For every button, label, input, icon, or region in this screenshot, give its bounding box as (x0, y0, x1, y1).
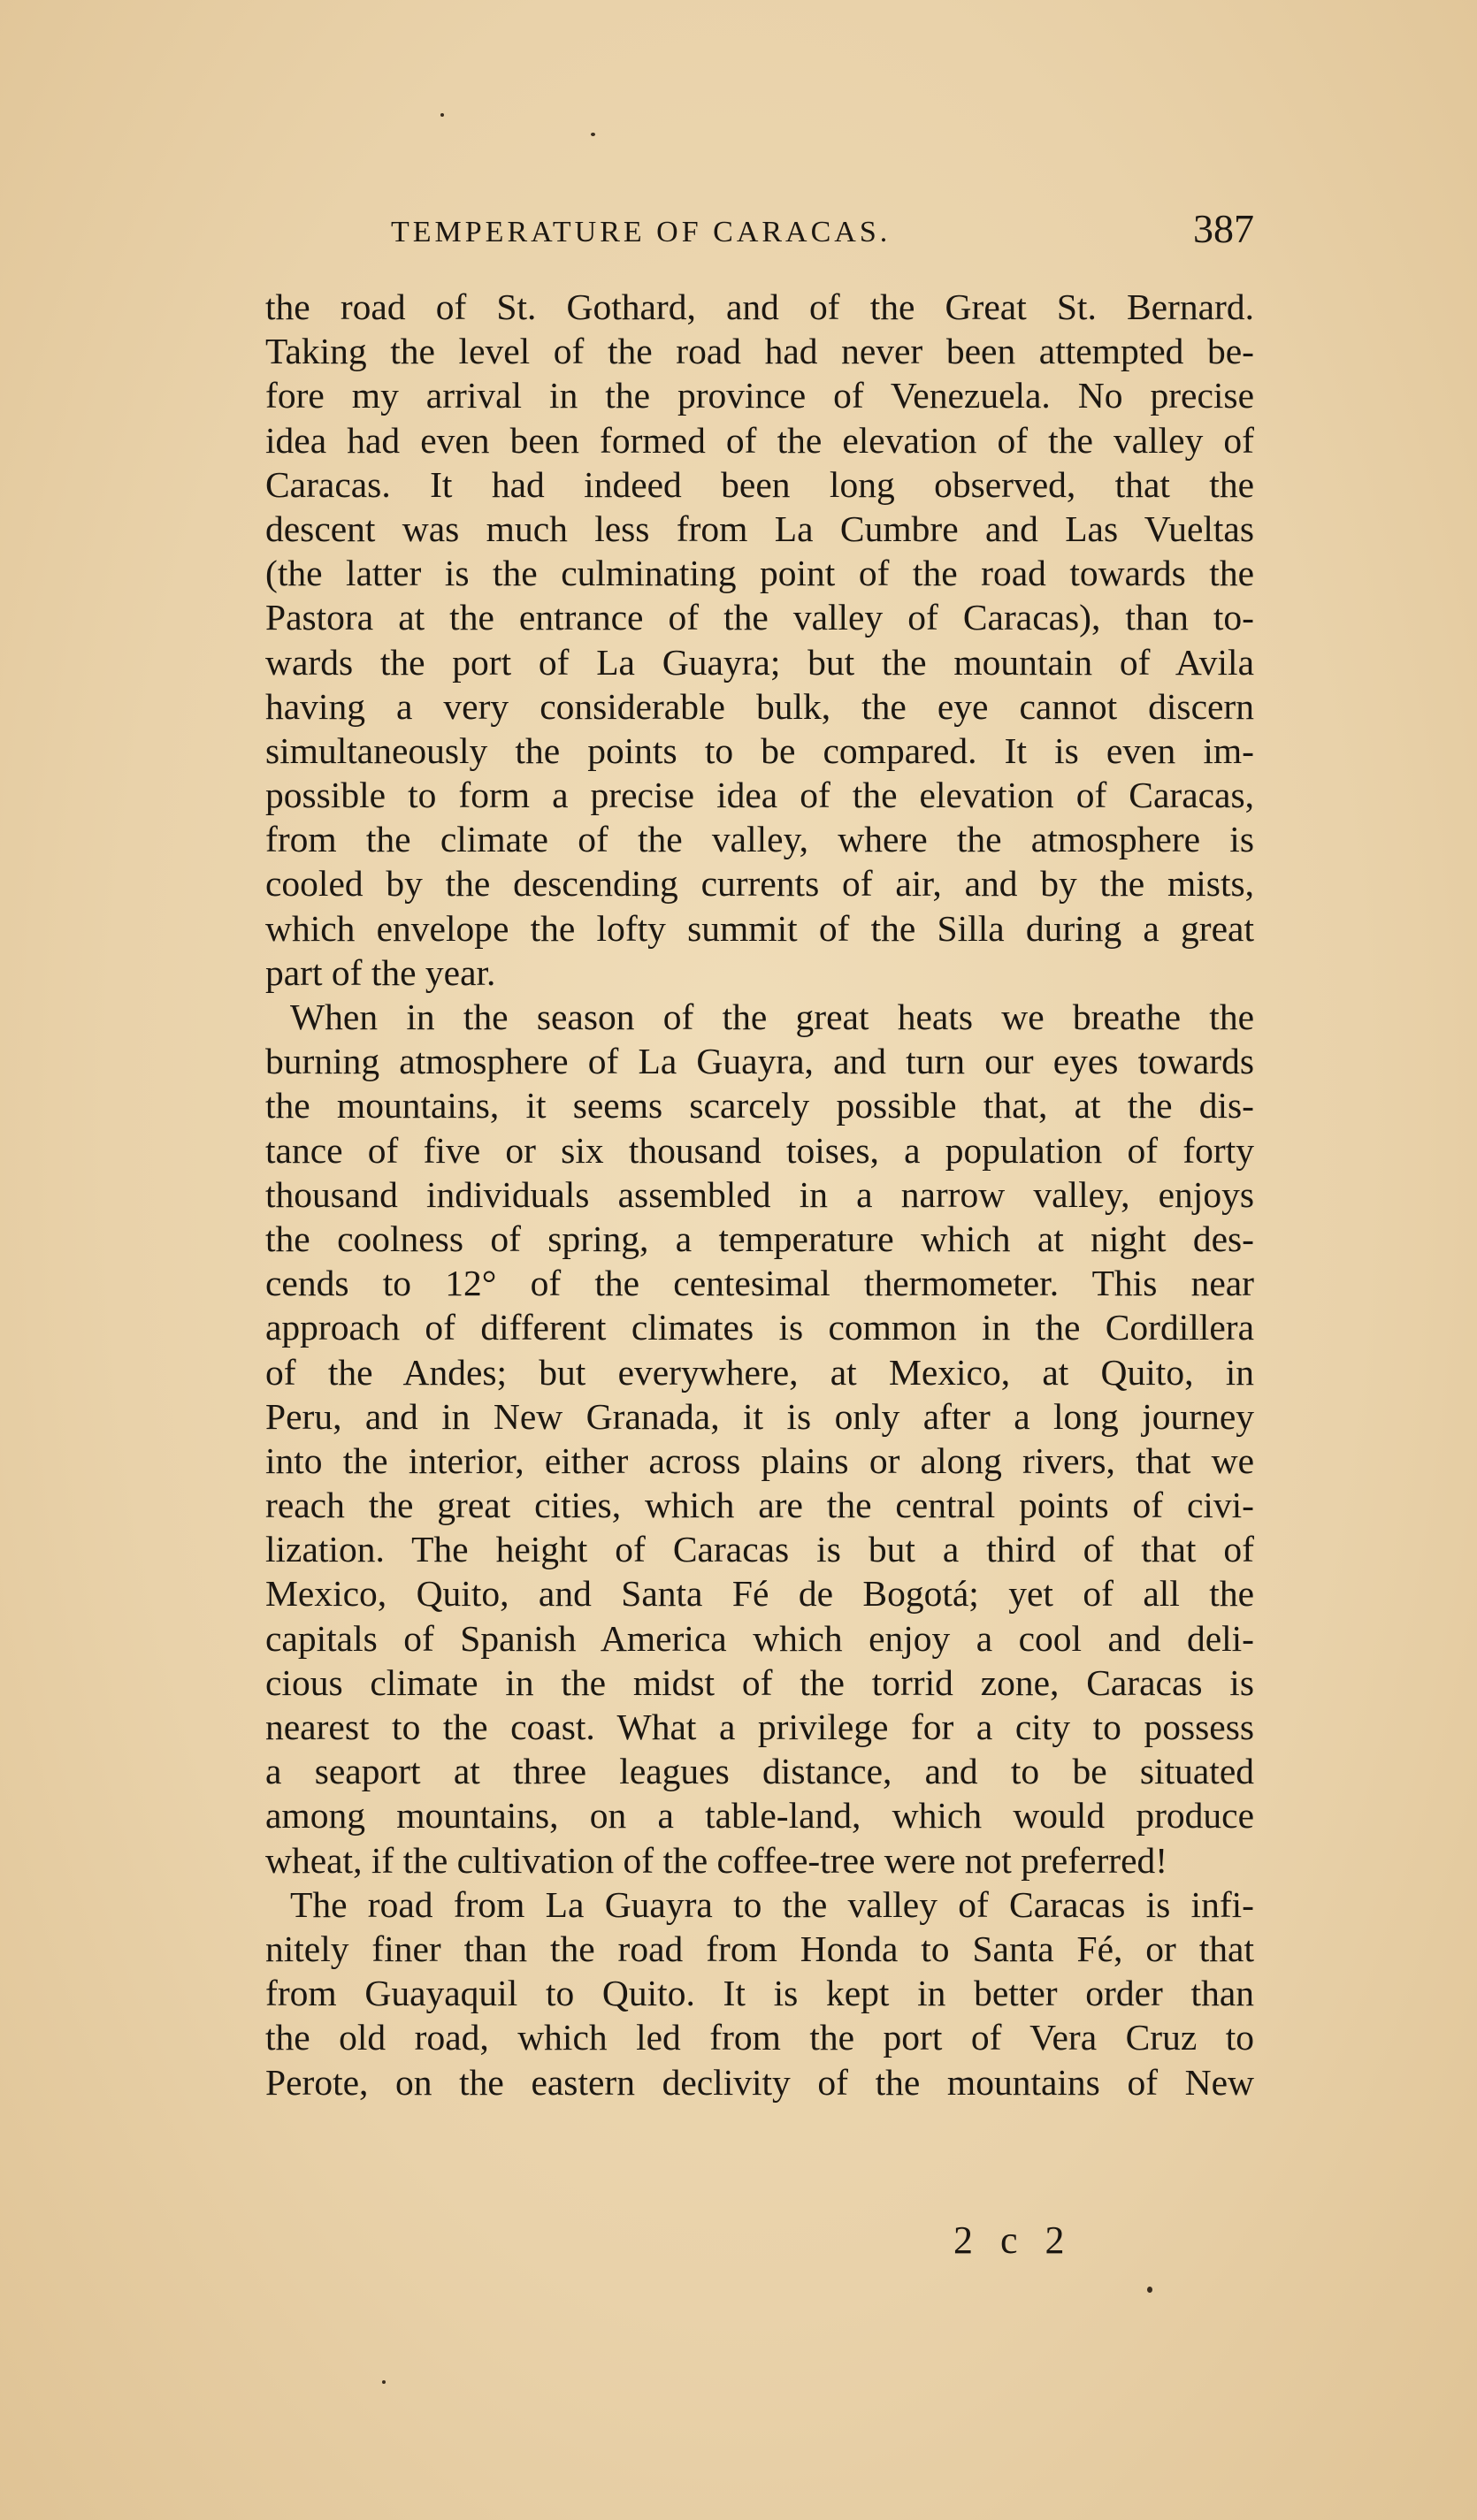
text-line: fore my arrival in the province of Venezuela. No precise (265, 375, 1254, 416)
ink-speck (591, 133, 595, 136)
text-line: lization. The height of Caracas is but a third of that of (265, 1529, 1254, 1570)
text-line: nitely finer than the road from Honda to Santa Fé, or that (265, 1928, 1254, 1969)
text-line: possible to form a precise idea of the elevation of Caracas, (265, 775, 1254, 816)
page-number: 387 (1193, 206, 1254, 251)
text-line: The road from La Guayra to the valley of Caracas is infi- (290, 1883, 1254, 1925)
text-line: thousand individuals assembled in a narrow valley, enjoys (265, 1173, 1254, 1215)
text-line: Pastora at the entrance of the valley of Caracas), than to- (265, 597, 1254, 638)
text-line: reach the great cities, which are the central points of civi- (265, 1485, 1254, 1526)
text-line: from Guayaquil to Quito. It is kept in better order than (265, 1973, 1254, 2014)
text-line: tance of five or six thousand toises, a population of forty (265, 1129, 1254, 1171)
page-header (265, 205, 1254, 267)
text-line: from the climate of the valley, where the atmosphere is (265, 819, 1254, 860)
text-line: which envelope the lofty summit of the Silla during a great (265, 907, 1254, 949)
ink-speck (382, 2380, 386, 2384)
text-line: the mountains, it seems scarcely possible that, at the dis- (265, 1085, 1254, 1126)
running-head: TEMPERATURE OF CARACAS. (391, 216, 892, 248)
ink-speck (1147, 2287, 1152, 2293)
text-line: the coolness of spring, a temperature which at night des- (265, 1218, 1254, 1259)
text-line: Mexico, Quito, and Santa Fé de Bogotá; yet of all the (265, 1573, 1254, 1615)
text-line: among mountains, on a table-land, which would produce (265, 1795, 1254, 1837)
text-line: the old road, which led from the port of Vera Cruz to (265, 2017, 1254, 2058)
text-line: cooled by the descending currents of air, and by the mists, (265, 863, 1254, 905)
text-line: idea had even been formed of the elevation of the valley of (265, 419, 1254, 461)
text-line: wheat, if the cultivation of the coffee-tree were not preferred! (265, 1839, 1168, 1881)
text-line: capitals of Spanish America which enjoy a cool and deli- (265, 1617, 1254, 1659)
text-line: into the interior, either across plains or along rivers, that we (265, 1439, 1254, 1481)
text-line: Peru, and in New Granada, it is only after a long journey (265, 1395, 1254, 1437)
text-line: having a very considerable bulk, the eye cannot discern (265, 685, 1254, 727)
text-line: descent was much less from La Cumbre and Las Vueltas (265, 508, 1254, 549)
text-line: When in the season of the great heats we breathe the (290, 997, 1254, 1037)
text-line: part of the year. (265, 951, 496, 993)
text-line: a seaport at three leagues distance, and to be situated (265, 1751, 1254, 1792)
text-line: of the Andes; but everywhere, at Mexico, at Quito, in (265, 1351, 1254, 1393)
text-line: Caracas. It had indeed been long observed, that the (265, 463, 1254, 505)
text-line: Perote, on the eastern declivity of the mountains of New (265, 2061, 1254, 2103)
text-line: approach of different climates is common in the Cordillera (265, 1307, 1254, 1348)
ink-speck (440, 113, 444, 117)
text-line: burning atmosphere of La Guayra, and turn our eyes towards (265, 1041, 1254, 1082)
text-line: (the latter is the culminating point of the road towards the (265, 553, 1254, 594)
body-text (265, 285, 1254, 2104)
signature-mark: 2 c 2 (953, 2218, 1074, 2262)
text-line: nearest to the coast. What a privilege for a city to possess (265, 1707, 1254, 1747)
text-line: cends to 12° of the centesimal thermometer. This near (265, 1263, 1254, 1304)
text-line: simultaneously the points to be compared. It is even im- (265, 729, 1254, 771)
text-line: the road of St. Gothard, and of the Great St. Bernard. (265, 286, 1254, 327)
text-line: wards the port of La Guayra; but the mountain of Avila (265, 641, 1254, 683)
text-line: Taking the level of the road had never been attempted be- (265, 331, 1254, 372)
text-line: cious climate in the midst of the torrid zone, Caracas is (265, 1661, 1254, 1703)
